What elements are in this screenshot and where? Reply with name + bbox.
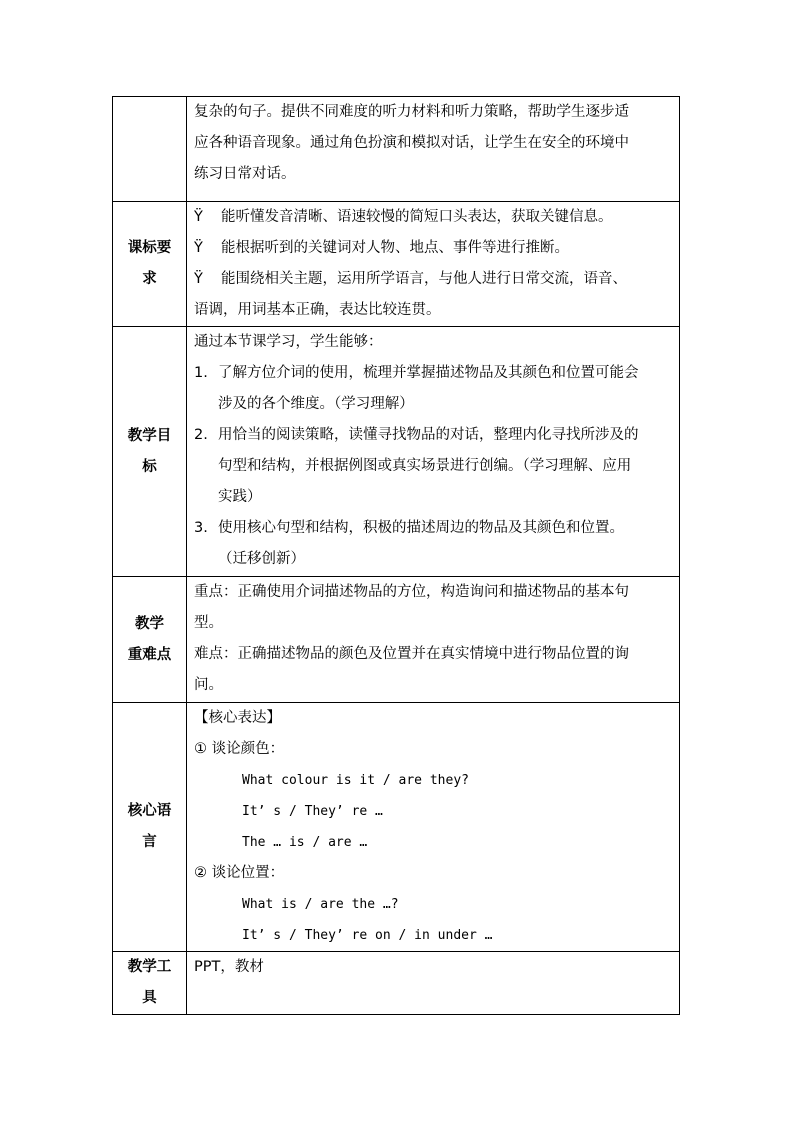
label-line: 重难点 — [127, 646, 172, 663]
keypoint-line: 型。 — [194, 615, 223, 631]
label-line: 课标要 — [127, 240, 172, 256]
example-sentence: What is / are the …? — [242, 897, 399, 912]
label-line: 教学 — [135, 615, 164, 632]
table-row-core-language — [113, 703, 680, 952]
list-item-text: 能根据听到的关键词对人物、地点、事件等进行推断。 — [221, 240, 569, 256]
list-item-text: 能围绕相关主题，运用所学语言，与他人进行日常交流，语音、 — [221, 271, 627, 287]
row-label-keypoints — [113, 577, 187, 703]
list-item — [194, 264, 673, 295]
list-item — [194, 202, 673, 233]
standards-content — [187, 202, 680, 327]
label-line: 核心语 — [127, 803, 172, 819]
core-topic-position: ② 谈论位置： — [194, 865, 285, 881]
keypoint-line: 难点：正确描述物品的颜色及位置并在真实情境中进行物品位置的询 — [194, 646, 629, 662]
core-language-content — [187, 703, 680, 952]
row-label-tools — [113, 952, 187, 1015]
label-line: 教学目 — [127, 427, 172, 444]
list-item-text: 涉及的各个维度。（学习理解） — [218, 396, 414, 412]
intro-line: 练习日常对话。 — [194, 166, 296, 182]
keypoint-line: 重点：正确使用介词描述物品的方位，构造询问和描述物品的基本句 — [194, 584, 629, 600]
row-label-core-language — [113, 703, 187, 952]
example-sentence: What colour is it / are they? — [242, 773, 469, 788]
objectives-intro: 通过本节课学习，学生能够： — [194, 334, 383, 350]
intro-content — [187, 97, 680, 202]
bullet-icon: Ÿ — [194, 209, 203, 225]
lesson-plan-table — [112, 96, 680, 1015]
table-row-objectives — [113, 327, 680, 577]
list-item — [194, 233, 673, 264]
table-row-tools — [113, 952, 680, 1015]
intro-line: 复杂的句子。提供不同难度的听力材料和听力策略，帮助学生逐步适 — [194, 104, 629, 120]
example-sentence: It’ s / They’ re … — [242, 804, 383, 819]
core-heading: 【核心表达】 — [194, 710, 281, 726]
example-sentence: It’ s / They’ re on / in under … — [242, 928, 493, 943]
list-item-text: 使用核心句型和结构，积极的描述周边的物品及其颜色和位置。 — [218, 520, 624, 536]
row-label-empty — [113, 97, 187, 202]
list-item-continuation: 语调，用词基本正确，表达比较连贯。 — [194, 302, 441, 318]
list-number: 3. — [194, 520, 208, 536]
list-item — [194, 420, 673, 513]
keypoint-line: 问。 — [194, 677, 223, 693]
list-number: 2. — [194, 427, 208, 443]
bullet-icon: Ÿ — [194, 240, 203, 256]
list-item-text: 句型和结构，并根据例图或真实场景进行创编。（学习理解、应用 — [218, 458, 632, 474]
list-item — [194, 358, 673, 420]
list-item-text: 了解方位介词的使用，梳理并掌握描述物品及其颜色和位置可能会 — [218, 365, 639, 381]
table-row-standards — [113, 202, 680, 327]
label-line: 言 — [142, 834, 157, 850]
intro-line: 应各种语音现象。通过角色扮演和模拟对话，让学生在安全的环境中 — [194, 135, 629, 151]
table-row-keypoints — [113, 577, 680, 703]
tools-text: PPT，教材 — [194, 959, 264, 975]
objectives-content — [187, 327, 680, 577]
list-item — [194, 513, 673, 575]
list-item-text: （迁移创新） — [218, 551, 305, 567]
list-item-text: 能听懂发音清晰、语速较慢的简短口头表达，获取关键信息。 — [221, 209, 613, 225]
tools-content — [187, 952, 680, 1015]
label-line: 教学工 — [127, 959, 172, 975]
list-item-text: 用恰当的阅读策略，读懂寻找物品的对话，整理内化寻找所涉及的 — [218, 427, 639, 443]
list-number: 1. — [194, 365, 208, 381]
label-line: 标 — [142, 458, 157, 475]
row-label-objectives — [113, 327, 187, 577]
label-line: 具 — [142, 990, 157, 1006]
bullet-icon: Ÿ — [194, 271, 203, 287]
table-row-intro — [113, 97, 680, 202]
core-topic-colour: ① 谈论颜色： — [194, 741, 285, 757]
label-line: 求 — [142, 271, 157, 287]
list-item-text: 实践） — [218, 489, 262, 505]
keypoints-content — [187, 577, 680, 703]
row-label-standards — [113, 202, 187, 327]
example-sentence: The … is / are … — [242, 835, 368, 850]
